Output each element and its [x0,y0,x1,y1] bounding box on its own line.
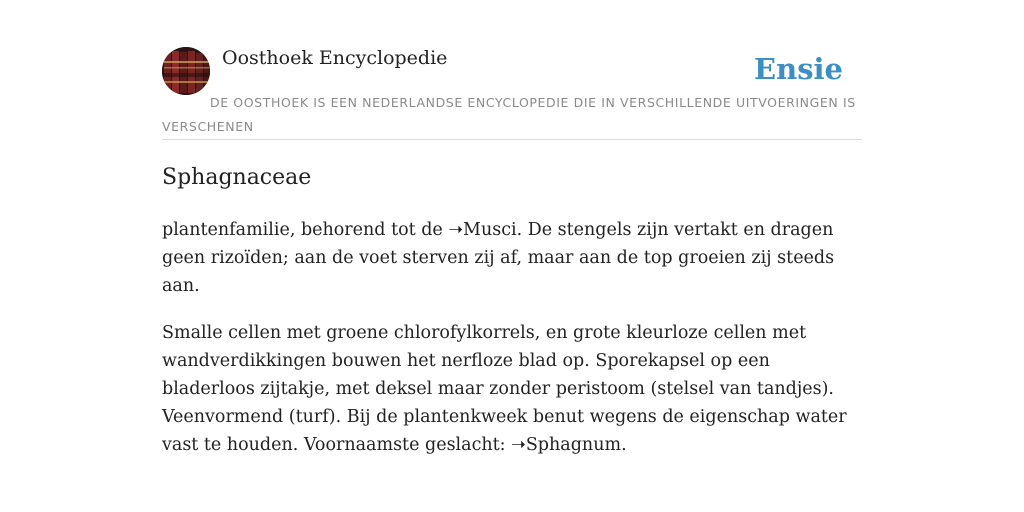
link-musci[interactable]: ➝Musci [448,220,517,240]
paragraph-2-text-end: . [621,435,627,455]
brand-logo[interactable]: Ensie [754,52,843,86]
article-title: Sphagnaceae [162,165,312,190]
paragraph-1-text-end: . De stengels zijn vertakt en dragen geen rizoïden; aan de voet sterven zij af, maar aan de top groeien zij steeds aan. [162,220,835,296]
paragraph-2-text-start: Smalle cellen met groene chlorofylkorrels, en grote kleurloze cellen met wandverdikkingen bouwen het nerfloze blad op. Sporekapsel op een bladerloos zijtakje, met deksel maar zonder peristoom (stelsel van tandjes). Veenvormend (turf). Bij de plantenkweek benut wegens de eigenschap water vast te houden. Voornaamste geslacht: [162,323,847,455]
article-body [162,216,862,478]
encyclopedia-books-icon[interactable] [162,47,210,95]
source-header [162,46,862,140]
paragraph-1 [162,216,862,300]
paragraph-2 [162,319,862,459]
paragraph-1-text-start: plantenfamilie, behorend tot de [162,220,449,240]
link-sphagnum[interactable]: ➝Sphagnum [511,435,622,455]
source-name[interactable]: Oosthoek Encyclopedie [222,47,448,69]
source-tagline: DE OOSTHOEK IS EEN NEDERLANDSE ENCYCLOPEDIE DIE IN VERSCHILLENDE UITVOERINGEN IS VERSCHENEN [162,95,856,134]
